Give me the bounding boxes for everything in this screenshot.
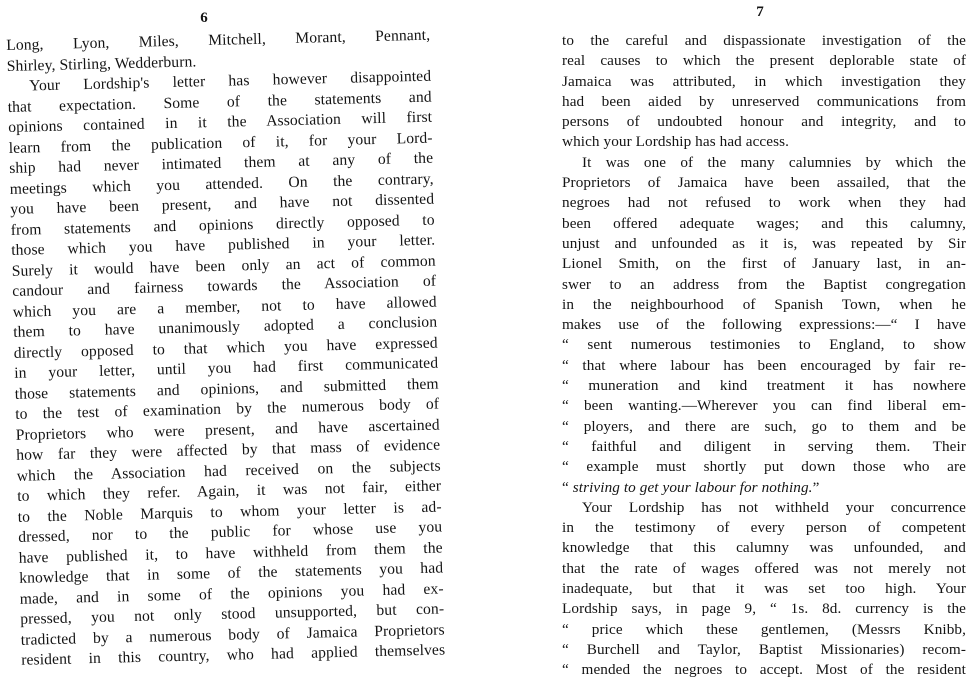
text-line: “ ployers, and there are such, go to them and be (562, 417, 966, 435)
text-line: which you are a member, not to have allowed (12, 293, 437, 321)
text-line: to which they refer. Again, it was not fair, either (17, 477, 442, 505)
text-line: learn from the publication of it, for your Lord- (8, 129, 433, 157)
text-line: opinions contained in it the Association will first (8, 108, 433, 136)
text-line: have published it, to have withheld from them the (18, 538, 443, 567)
text-line: “ been wanting.—Wherever you can find liberal em- (562, 397, 966, 415)
text-line: makes use of the following expressions:—“ I have (562, 316, 966, 334)
text-line: negroes had not refused to work when they had (562, 194, 966, 212)
text-line: you have been present, and have not dissented (10, 190, 435, 218)
text-line: “ example must shortly put down those who are (562, 458, 966, 476)
text-line: Lionel Smith, on the first of January last, in an- (562, 255, 966, 273)
text-line: Proprietors who were present, and have ascertained (15, 416, 440, 444)
text-line: from statements and opinions directly opposed to (10, 211, 435, 239)
text-line: made, and in some of the opinions you had ex- (19, 579, 444, 608)
text-line: It was one of the many calumnies by which the (582, 153, 966, 171)
text-line: “ Burchell and Taylor, Baptist Missionaries) recom- (562, 640, 966, 658)
text-line: Long, Lyon, Miles, Mitchell, Morant, Pennant, (6, 26, 431, 54)
text-line: swer to an address from the Baptist congregation (562, 275, 966, 293)
text-line: been offered adequate wages; and this calumny, (562, 214, 966, 232)
text-line: Lordship says, in page 9, “ 1s. 8d. currency is the (562, 600, 966, 618)
text-line: inadequate, but that it was set too high. Your (562, 580, 966, 598)
text-line: Surely it would have been only an act of common (11, 252, 436, 280)
page-number: 6 (200, 10, 208, 26)
text-line: that the rate of wages offered was not merely not (562, 559, 966, 577)
text-line: real causes to which the present deplorable state of (562, 52, 966, 70)
text-line: unjust and unfounded as it is, was repeated by Sir (562, 234, 966, 252)
text-line: to the careful and dispassionate investigation of the (562, 32, 966, 49)
text-line: “ price which these gentlemen, (Messrs Knibb, (562, 620, 966, 638)
text-line: “ muneration and kind treatment it has nowhere (562, 377, 966, 395)
text-line: in the testimony of every person of competent (562, 519, 966, 537)
text-line: pressed, you not only stood unsupported, but con- (20, 600, 445, 628)
text-line: persons of undoubted honour and integrity, and to (562, 113, 966, 131)
text-column (562, 31, 966, 681)
text-line: ship had never intimated them at any of the (9, 149, 434, 177)
text-line: those statements and opinions, and submitted them (14, 375, 439, 403)
text-line: resident in this country, who had applied themselves (21, 641, 446, 669)
text-line: those which you have published in your letter. (11, 231, 436, 259)
text-line: Shirley, Stirling, Wedderburn. (6, 52, 197, 75)
text-line: to the test of examination by the numerous body of (15, 395, 440, 423)
page-number: 7 (756, 4, 764, 20)
text-line: in the neighbourhood of Spanish Town, when he (562, 295, 966, 313)
text-line: directly opposed to that which you have expressed (13, 334, 438, 362)
text-line: meetings which you attended. On the contrary, (9, 170, 434, 198)
text-line: “ that where labour has been encouraged by fair re- (562, 356, 966, 374)
text-line: them to have unanimously adopted a conclusion (13, 313, 438, 341)
text-line: “ faithful and diligent in serving them. Their (562, 437, 966, 455)
text-line: “ mended the negroes to accept. Most of the resident (562, 661, 966, 679)
text-line: dressed, nor to the public for whose use you (18, 518, 443, 546)
text-line: Your Lordship has not withheld your concurrence (582, 498, 966, 516)
text-line: knowledge that this calumny was unfounded, and (562, 539, 966, 557)
text-line: how far they were affected by that mass of evidence (16, 436, 441, 464)
text-line: that expectation. Some of the statements and (7, 88, 432, 116)
text-line: which your Lordship has had access. (562, 133, 790, 151)
text-line: which the Association had received on the subjects (16, 457, 441, 485)
right-page (490, 0, 980, 688)
text-line: had been aided by unreserved communications from (562, 92, 966, 110)
text-line: Jamaica was attributed, in which investigation they (562, 72, 966, 90)
text-line: tradicted by a numerous body of Jamaica Proprietors (20, 620, 445, 649)
text-line: in your letter, until you had first communicated (14, 354, 439, 382)
text-line: to the Noble Marquis to whom your letter is ad- (17, 497, 442, 526)
text-line: “ striving to get your labour for nothing.” (562, 478, 820, 496)
text-line: candour and fairness towards the Association of (12, 272, 437, 300)
text-line: Your Lordship's letter has however disappointed (29, 67, 432, 95)
text-column (6, 26, 445, 672)
text-line: knowledge that in some of the statements you had (19, 559, 444, 587)
text-line: Proprietors of Jamaica have been assailed, that the (562, 174, 966, 192)
text-line: “ sent numerous testimonies to England, to show (562, 336, 966, 354)
